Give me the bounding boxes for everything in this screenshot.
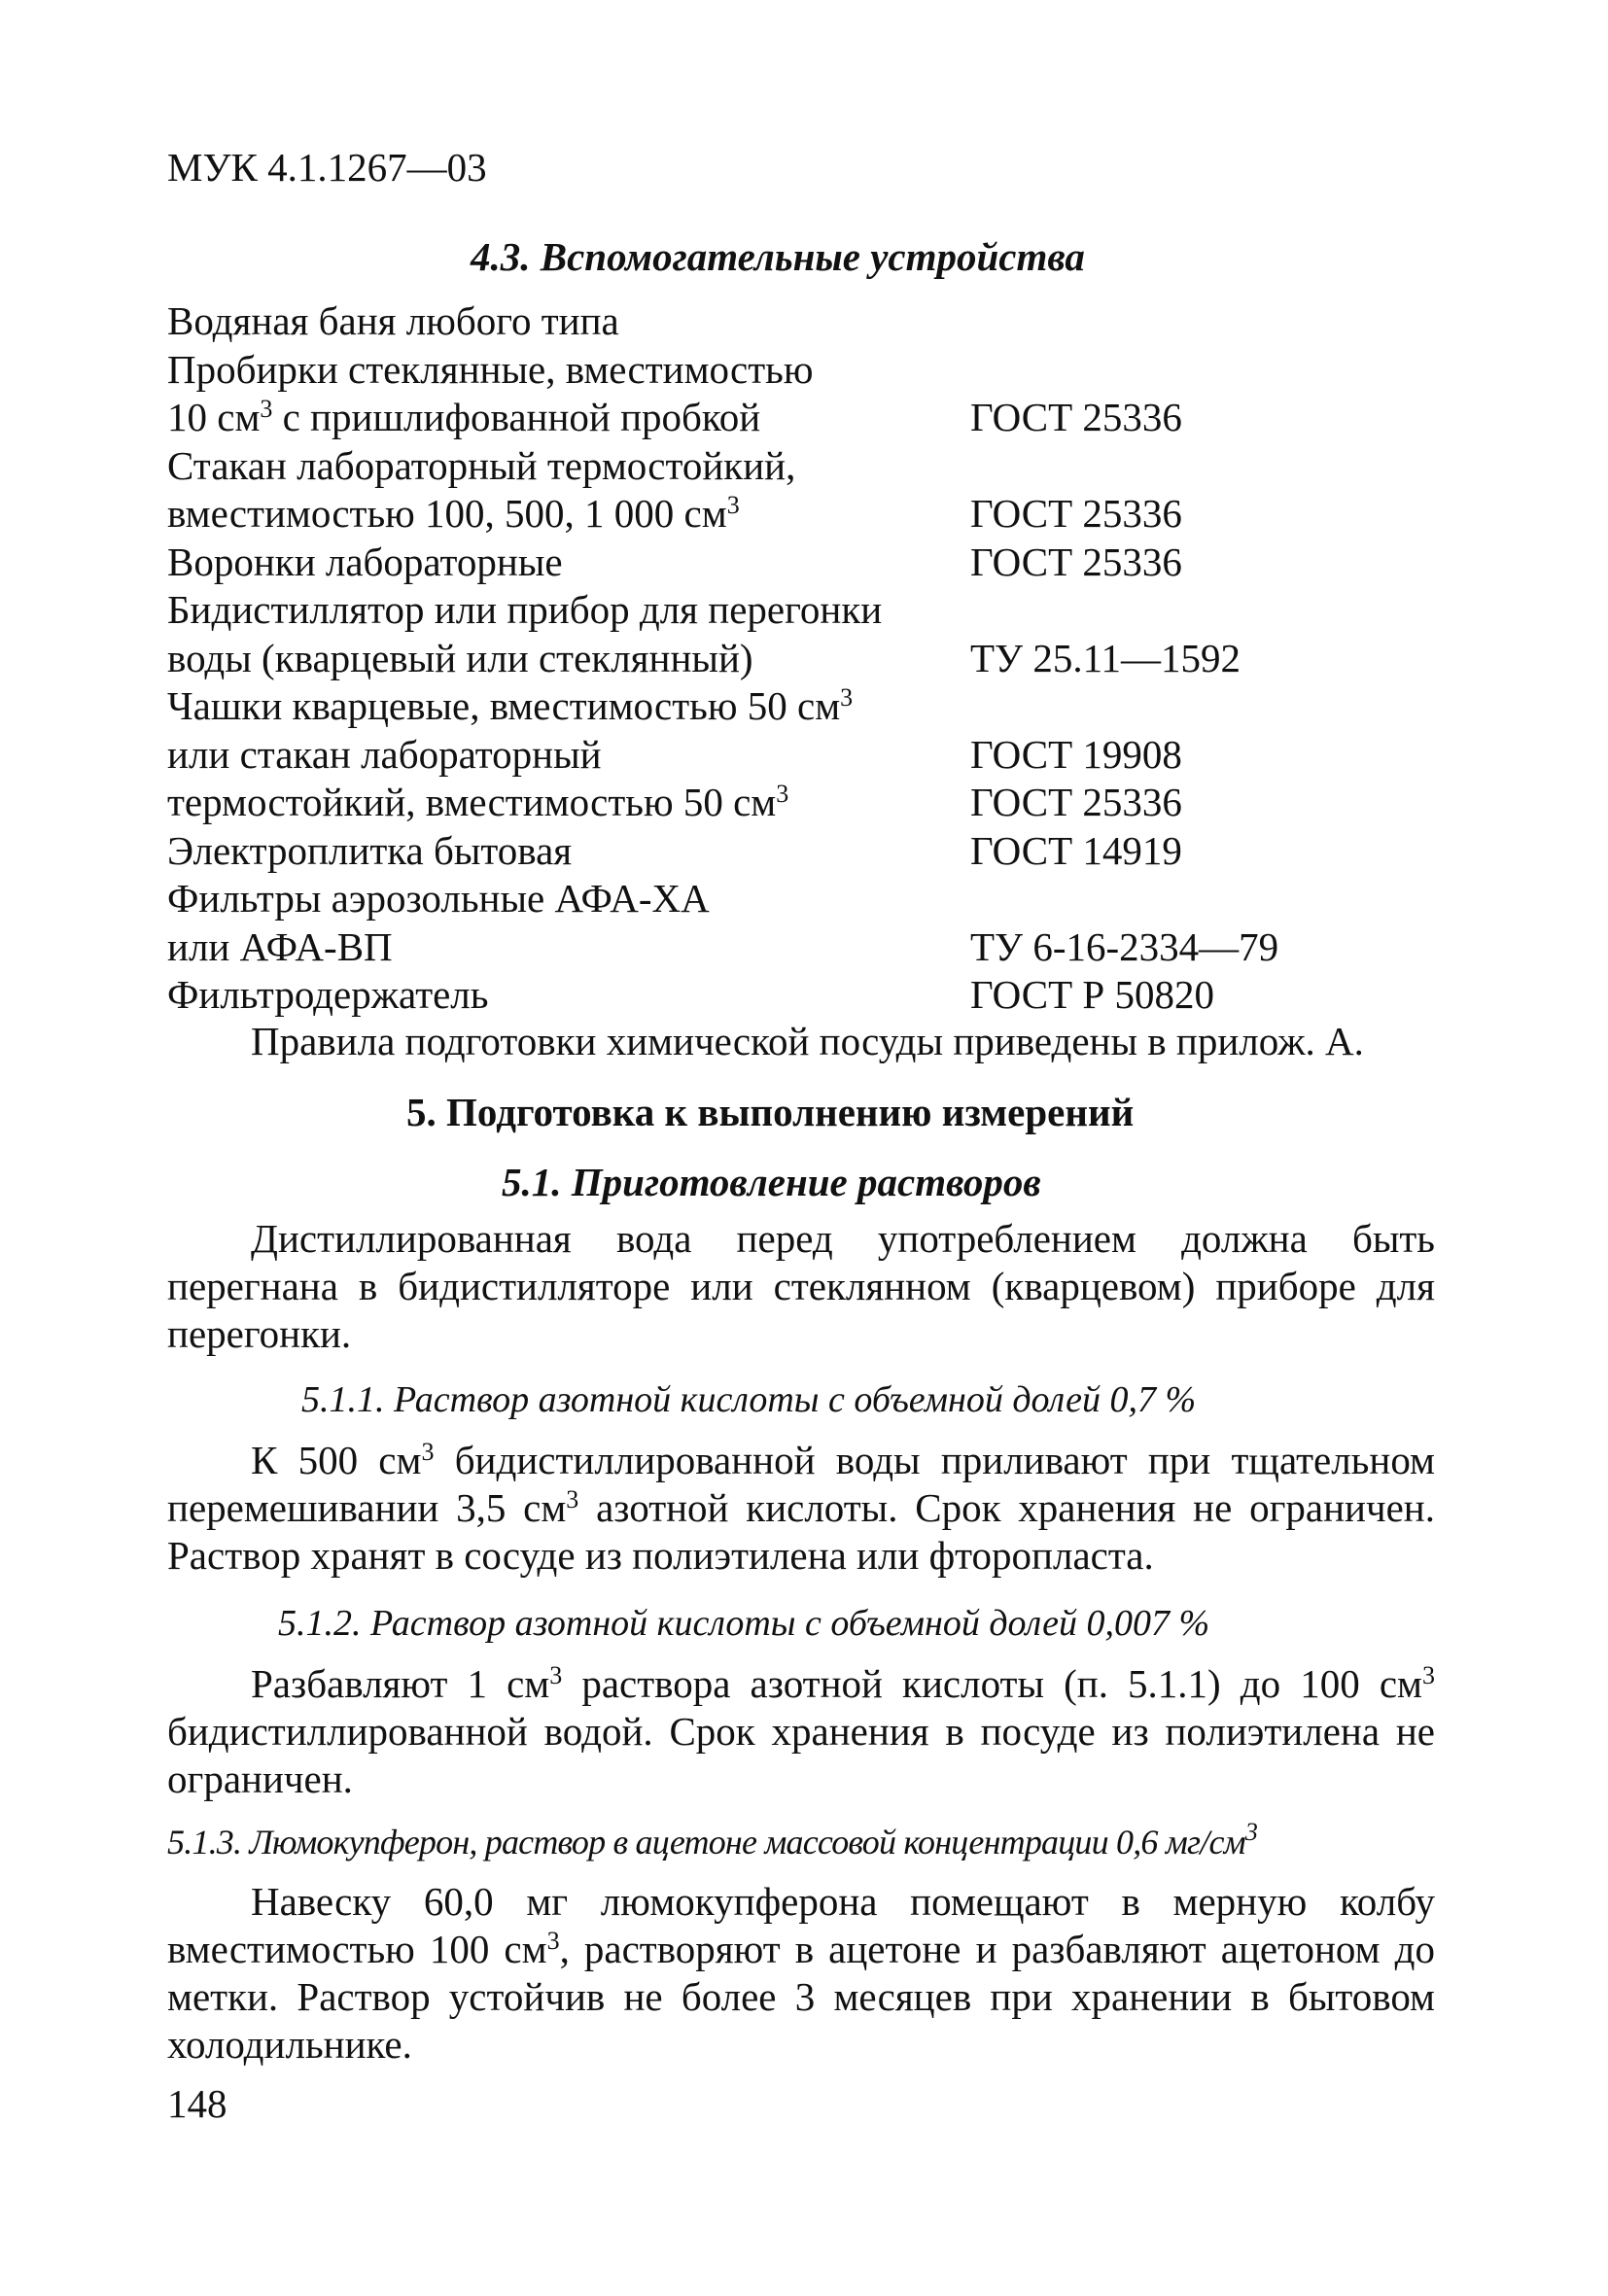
section-5-1-1-paragraph	[167, 1437, 1435, 1580]
equipment-row	[167, 923, 1431, 972]
equipment-row	[167, 442, 1431, 491]
equipment-row	[167, 682, 1431, 731]
s512-text-b: раствора азотной кислоты (п. 5.1.1) до 100 см	[562, 1661, 1422, 1706]
equipment-name-text: Чашки кварцевые, вместимостью 50 см	[167, 683, 841, 728]
s511-text-c: азотной кислоты. Срок хранения не ограничен. Раствор хранят в сосуде из полиэтилена или фторопласта.	[167, 1485, 1435, 1578]
equipment-name-text: Стакан лабораторный термостойкий,	[167, 442, 796, 488]
section-5-1-3-paragraph	[167, 1878, 1435, 2069]
equipment-name	[167, 395, 760, 439]
equipment-unit-sup: 3	[260, 395, 273, 423]
equipment-standard: ГОСТ 25336	[970, 395, 1182, 439]
equipment-name-text: или стакан лабораторный	[167, 731, 602, 777]
equipment-name-text: вместимостью 100, 500, 1 000 см	[167, 491, 727, 536]
equipment-name	[167, 587, 882, 632]
equipment-name-text: Бидистиллятор или прибор для перегонки	[167, 587, 883, 632]
page-number: 148	[167, 2081, 227, 2126]
equipment-row	[167, 779, 1431, 827]
equipment-name	[167, 539, 563, 584]
section-5-1-2-title: 5.1.2. Раствор азотной кислоты с объемной долей 0,007 %	[278, 1603, 1210, 1644]
s513-title-text: 5.1.3. Люмокупферон, раствор в ацетоне массовой концентрации 0,6 мг/см	[167, 1823, 1245, 1861]
equipment-row	[167, 731, 1431, 780]
section-5-title: 5. Подготовка к выполнению измерений	[406, 1090, 1135, 1134]
equipment-name-text: Фильтры аэрозольные АФА-ХА	[167, 876, 710, 921]
s513-sup-a: 3	[546, 1927, 560, 1955]
equipment-unit-sup: 3	[776, 780, 789, 808]
equipment-name	[167, 298, 619, 343]
equipment-standard: ГОСТ 25336	[970, 539, 1182, 584]
equipment-name-text: Фильтродержатель	[167, 972, 489, 1017]
equipment-name-text: Пробирки стеклянные, вместимостью	[167, 346, 814, 392]
equipment-standard: ТУ 6-16-2334—79	[970, 923, 1279, 969]
section-5-1-1-title: 5.1.1. Раствор азотной кислоты с объемной долей 0,7 %	[301, 1379, 1197, 1420]
s511-sup-b: 3	[566, 1485, 579, 1513]
equipment-unit-sup: 3	[840, 683, 854, 712]
s511-text-a: К 500 см	[251, 1438, 422, 1482]
s512-text-a: Разбавляют 1 см	[251, 1661, 550, 1706]
glassware-rules-note: Правила подготовки химической посуды приведены в прилож. А.	[251, 1019, 1364, 1063]
equipment-row	[167, 539, 1431, 587]
equipment-name	[167, 876, 710, 921]
section-5-1-title: 5.1. Приготовление растворов	[502, 1160, 1041, 1204]
equipment-name-text: Водяная баня любого типа	[167, 298, 619, 343]
s512-sup-a: 3	[549, 1661, 563, 1689]
equipment-name-tail: с пришлифованной пробкой	[272, 395, 761, 439]
equipment-name-text: или АФА-ВП	[167, 923, 393, 969]
equipment-name-text: воды (кварцевый или стеклянный)	[167, 635, 753, 680]
equipment-name	[167, 972, 488, 1017]
equipment-row	[167, 971, 1431, 1020]
equipment-standard: ГОСТ Р 50820	[970, 972, 1214, 1017]
equipment-unit-sup: 3	[726, 491, 740, 519]
equipment-row	[167, 875, 1431, 923]
equipment-row	[167, 635, 1431, 683]
equipment-standard: ГОСТ 25336	[970, 491, 1182, 536]
s512-text-c: бидистиллированной водой. Срок хранения в посуде из полиэтилена не ограничен.	[167, 1709, 1435, 1801]
s513-text-a: Навеску 60,0 мг люмокупферона помещают в мерную колбу вместимостью 100 см	[167, 1879, 1435, 1971]
equipment-name	[167, 732, 602, 777]
equipment-name-text: Электроплитка бытовая	[167, 827, 573, 873]
equipment-name-text: термостойкий, вместимостью 50 см	[167, 780, 777, 824]
section-5-1-2-paragraph	[167, 1660, 1435, 1803]
equipment-row	[167, 586, 1431, 635]
equipment-standard: ГОСТ 25336	[970, 780, 1182, 824]
equipment-standard: ТУ 25.11—1592	[970, 635, 1241, 680]
equipment-name	[167, 491, 740, 536]
equipment-name	[167, 636, 753, 680]
equipment-name	[167, 828, 572, 873]
s512-sup-b: 3	[1422, 1661, 1435, 1689]
equipment-row	[167, 490, 1431, 539]
equipment-row	[167, 827, 1431, 876]
equipment-row	[167, 346, 1431, 395]
equipment-row	[167, 297, 1431, 346]
equipment-name	[167, 683, 853, 728]
equipment-name	[167, 780, 788, 824]
equipment-row	[167, 394, 1431, 442]
document-code: МУК 4.1.1267—03	[167, 145, 487, 190]
equipment-standard: ГОСТ 19908	[970, 731, 1182, 777]
section-5-1-3-title	[167, 1818, 1258, 1862]
equipment-name-text: Воронки лабораторные	[167, 539, 563, 584]
s511-sup-a: 3	[421, 1438, 435, 1466]
distilled-water-paragraph: Дистиллированная вода перед употреблением должна быть перегнана в бидистилляторе или стеклянном (кварцевом) приборе для перегонки.	[167, 1216, 1435, 1356]
equipment-name	[167, 924, 393, 969]
equipment-name	[167, 443, 795, 488]
s513-text-b: , растворяют в ацетоне и разбавляют ацетоном до метки. Раствор устойчив не более 3 месяцев при хранении в бытовом холодильнике.	[167, 1927, 1435, 2067]
s511-text-b: бидистиллированной воды приливают при тщательном перемешивании 3,5 см	[167, 1438, 1435, 1530]
section-4-3-title: 4.3. Вспомогательные устройства	[471, 234, 1085, 279]
equipment-list	[167, 297, 1431, 1020]
s513-title-sup: 3	[1244, 1818, 1258, 1846]
equipment-name-text: 10 см	[167, 395, 261, 439]
equipment-standard: ГОСТ 14919	[970, 827, 1182, 873]
equipment-name	[167, 347, 814, 392]
